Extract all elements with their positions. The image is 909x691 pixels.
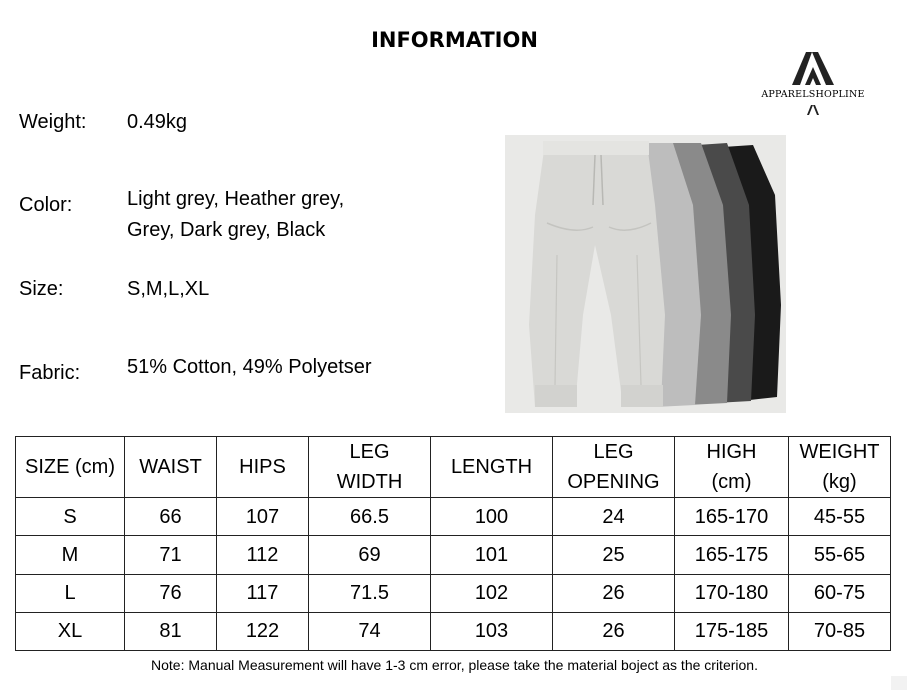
table-cell: 81	[125, 612, 217, 650]
fabric-label: Fabric:	[19, 362, 81, 384]
header-cell: LEG WIDTH	[309, 437, 431, 498]
color-label: Color:	[19, 194, 73, 216]
brand-logo-icon	[792, 52, 834, 85]
page-title: INFORMATION	[371, 28, 538, 52]
table-cell: 101	[431, 536, 553, 574]
table-cell: 103	[431, 612, 553, 650]
header-cell: LEG OPENING	[553, 437, 675, 498]
header-cell: WAIST	[125, 437, 217, 498]
table-cell: 74	[309, 612, 431, 650]
brand-logo	[758, 52, 868, 118]
table-cell: 66	[125, 498, 217, 536]
table-row	[16, 612, 891, 650]
table-cell: 55-65	[789, 536, 891, 574]
header-cell: HIGH (cm)	[675, 437, 789, 498]
brand-name: APPARELSHOPLINE	[761, 89, 865, 100]
size-value: S,M,L,XL	[127, 278, 210, 300]
corner-mark	[891, 676, 907, 690]
table-cell: 26	[553, 612, 675, 650]
weight-label: Weight:	[19, 111, 87, 133]
table-row	[16, 536, 891, 574]
table-cell: 122	[217, 612, 309, 650]
header-cell: SIZE (cm)	[16, 437, 125, 498]
table-cell: 69	[309, 536, 431, 574]
size-chart	[15, 436, 891, 651]
header-cell: HIPS	[217, 437, 309, 498]
table-cell: 107	[217, 498, 309, 536]
header-cell: WEIGHT (kg)	[789, 437, 891, 498]
table-cell: 175-185	[675, 612, 789, 650]
header-cell: LENGTH	[431, 437, 553, 498]
table-cell: 24	[553, 498, 675, 536]
table-row	[16, 498, 891, 536]
table-row	[16, 574, 891, 612]
brand-mini-icon	[807, 105, 819, 115]
table-cell: S	[16, 498, 125, 536]
color-value-line2: Grey, Dark grey, Black	[127, 219, 326, 241]
fabric-value: 51% Cotton, 49% Polyetser	[127, 356, 372, 378]
table-cell: 45-55	[789, 498, 891, 536]
table-cell: 26	[553, 574, 675, 612]
table-cell: 112	[217, 536, 309, 574]
table-cell: 100	[431, 498, 553, 536]
table-cell: 60-75	[789, 574, 891, 612]
table-cell: M	[16, 536, 125, 574]
table-header-row	[16, 437, 891, 498]
color-value-line1: Light grey, Heather grey,	[127, 188, 345, 210]
weight-value: 0.49kg	[127, 111, 188, 133]
size-label: Size:	[19, 278, 64, 300]
table-cell: 165-170	[675, 498, 789, 536]
product-photo	[505, 135, 786, 413]
table-cell: 71.5	[309, 574, 431, 612]
table-cell: 76	[125, 574, 217, 612]
table-cell: 66.5	[309, 498, 431, 536]
table-cell: L	[16, 574, 125, 612]
table-cell: 165-175	[675, 536, 789, 574]
table-cell: 71	[125, 536, 217, 574]
table-cell: 25	[553, 536, 675, 574]
table-cell: 102	[431, 574, 553, 612]
table-cell: 170-180	[675, 574, 789, 612]
table-cell: 117	[217, 574, 309, 612]
measurement-note: Note: Manual Measurement will have 1-3 cm error, please take the material boject as the criterion.	[151, 657, 758, 673]
table-cell: 70-85	[789, 612, 891, 650]
table-cell: XL	[16, 612, 125, 650]
